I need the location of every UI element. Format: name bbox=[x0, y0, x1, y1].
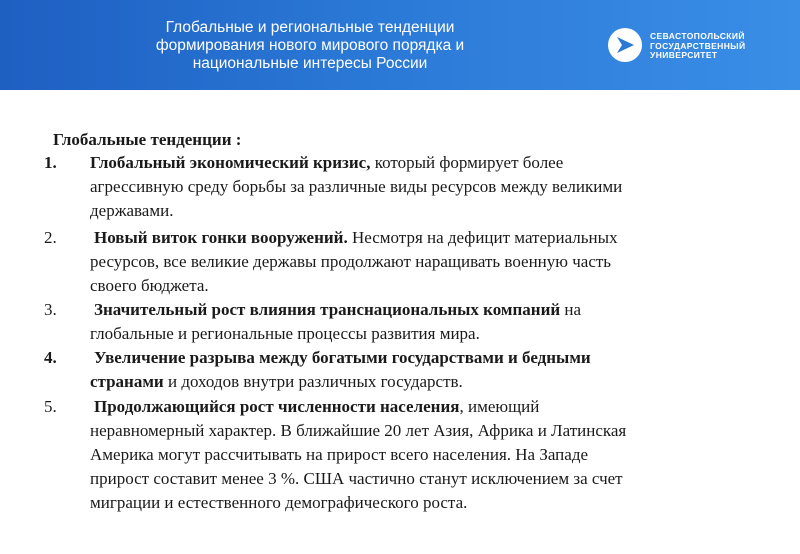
slide-title-line: формирования нового мирового порядка и bbox=[155, 37, 465, 54]
list-item-line: державами. bbox=[90, 201, 174, 220]
list-item-bold: Значительный рост влияния транснациональных компаний bbox=[94, 300, 561, 319]
logo-text-line: СЕВАСТОПОЛЬСКИЙ bbox=[650, 31, 745, 41]
list-item-line: Америка могут рассчитывать на прирост всего населения. На Западе bbox=[90, 445, 589, 464]
list-item-line bbox=[94, 395, 754, 419]
list-item-number: 4. bbox=[44, 348, 57, 367]
list-item-line: прирост составит менее 3 %. США частично станут исключением за счет bbox=[90, 469, 623, 488]
section-heading: Глобальные тенденции : bbox=[53, 130, 242, 149]
list-item-line bbox=[94, 346, 754, 370]
list-item-line bbox=[90, 370, 750, 394]
list-item-line: неравномерный характер. В ближайшие 20 лет Азия, Африка и Латинская bbox=[90, 421, 627, 440]
slide-title-line: Глобальные и региональные тенденции bbox=[165, 19, 455, 36]
logo-text-line: ГОСУДАРСТВЕННЫЙ bbox=[650, 40, 746, 51]
list-item-text: который формирует более bbox=[370, 153, 564, 172]
list-item-line: ресурсов, все великие державы продолжают наращивать военную часть bbox=[90, 252, 612, 271]
list-item-bold: Глобальный экономический кризис, bbox=[90, 153, 371, 172]
list-item-text: , имеющий bbox=[459, 397, 540, 416]
logo-text-line: УНИВЕРСИТЕТ bbox=[650, 50, 718, 60]
list-item-text: и доходов внутри различных государств. bbox=[163, 372, 463, 391]
slide-title-line: национальные интересы России bbox=[192, 55, 428, 72]
list-item-line: своего бюджета. bbox=[90, 276, 209, 295]
list-item-line bbox=[94, 298, 754, 322]
list-item-bold: Увеличение разрыва между богатыми государствами и бедными bbox=[94, 348, 591, 367]
list-item-line bbox=[94, 226, 754, 250]
list-item-line: агрессивную среду борьбы за различные виды ресурсов между великими bbox=[90, 177, 623, 196]
list-item-text: Несмотря на дефицит материальных bbox=[347, 228, 618, 247]
list-item-number: 2. bbox=[44, 228, 57, 247]
list-item-line bbox=[90, 151, 750, 175]
list-item-line: глобальные и региональные процессы развития мира. bbox=[90, 324, 480, 343]
list-item-bold: Продолжающийся рост численности населения bbox=[94, 397, 460, 416]
list-item-number: 5. bbox=[44, 397, 57, 416]
list-item-number: 3. bbox=[44, 300, 57, 319]
list-item-number: 1. bbox=[44, 153, 57, 172]
list-item-bold: Новый виток гонки вооружений. bbox=[94, 228, 348, 247]
list-item-text: на bbox=[560, 300, 582, 319]
list-item-bold: странами bbox=[90, 372, 164, 391]
list-item-line: миграции и естественного демографического роста. bbox=[90, 493, 468, 512]
